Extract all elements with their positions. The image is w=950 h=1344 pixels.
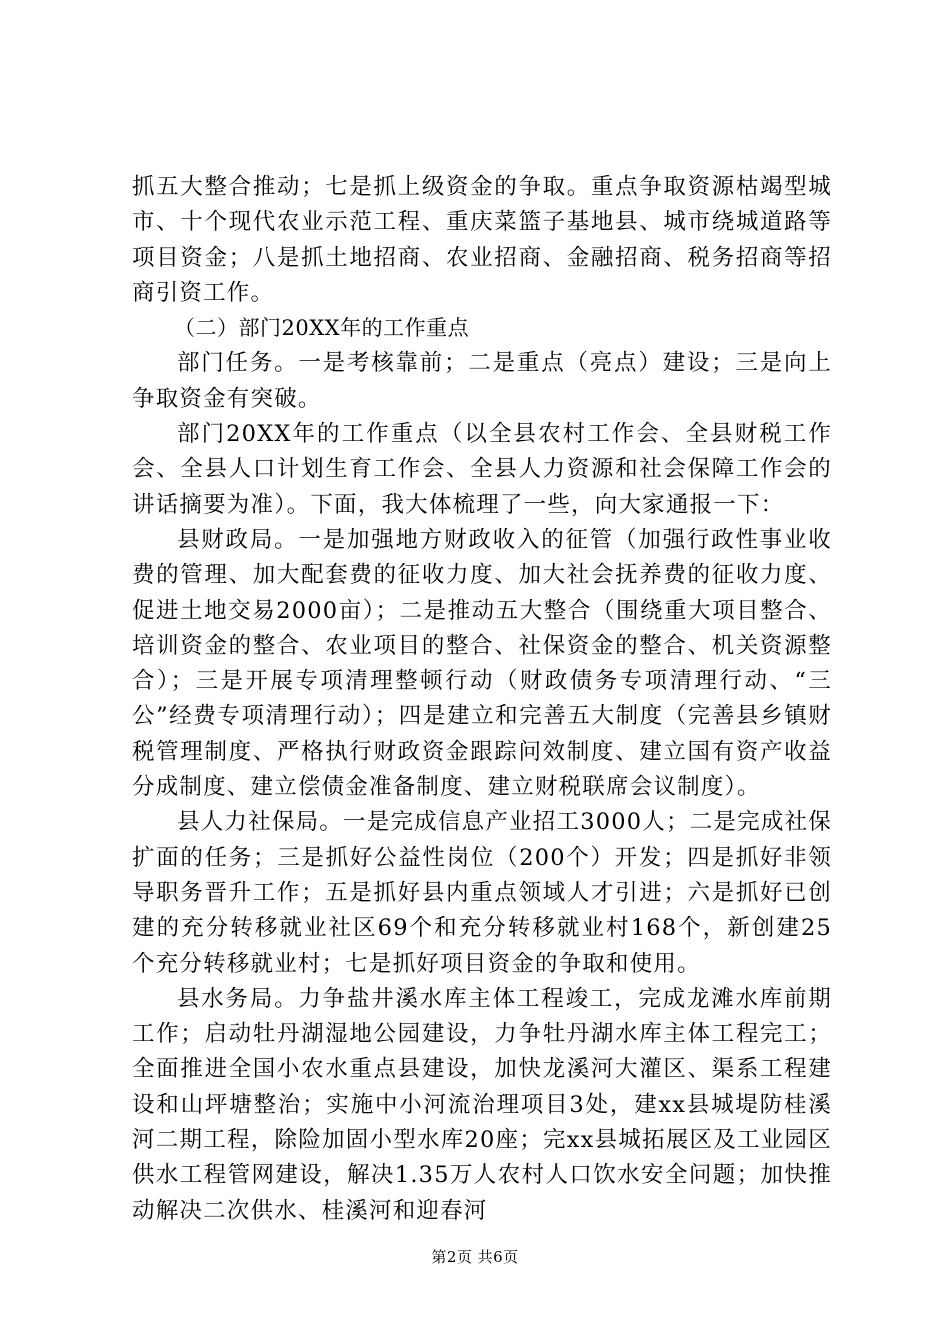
section-heading: （二）部门20XX年的工作重点 (174, 316, 470, 341)
paragraph-water-affairs: 县水务局。力争盐井溪水库主体工程竣工，完成龙滩水库前期工作；启动牡丹湖湿地公园建设，力争牡丹湖水库主体工程完工；全面推进全国小农水重点县建设，加快龙溪河大灌区、渠系工程建设和山坪塘整治；实施中小河流治理项目3处，建xx县城堤防桂溪河二期工程，除险加固小型水库20座；完xx县城拓展区及工业园区供水工程管网建设，解决1.35万人农村人口饮水安全问题；加快推动解决二次供水、桂溪河和迎春河 (132, 985, 832, 1224)
paragraph-department-tasks: 部门任务。一是考核靠前；二是重点（亮点）建设；三是向上争取资金有突破。 (132, 350, 832, 412)
paragraph-hr-social-security: 县人力社保局。一是完成信息产业招工3000人；二是完成社保扩面的任务；三是抓好公益性岗位（200个）开发；四是抓好非领导职务晋升工作；五是抓好县内重点领域人才引进；六是抓好已创建的充分转移就业社区69个和充分转移就业村168个，新创建25个充分转移就业村；七是抓好项目资金的争取和使用。 (132, 809, 832, 977)
paragraph-department-focus: 部门20XX年的工作重点（以全县农村工作会、全县财税工作会、全县人口计划生育工作会、全县人力资源和社会保障工作会的讲话摘要为准）。下面，我大体梳理了一些，向大家通报一下： (132, 421, 832, 518)
page-number-footer: 第2页 共6页 (431, 1248, 519, 1266)
document-body (132, 170, 832, 1229)
paragraph-finance-bureau: 县财政局。一是加强地方财政收入的征管（加强行政性事业收费的管理、加大配套费的征收力度、加大社会抚养费的征收力度、促进土地交易2000亩）；二是推动五大整合（围绕重大项目整合、培训资金的整合、农业项目的整合、社保资金的整合、机关资源整合）；三是开展专项清理整顿行动（财政债务专项清理行动、“三公”经费专项清理行动）；四是建立和完善五大制度（完善县乡镇财税管理制度、严格执行财政资金跟踪问效制度、建立国有资产收益分成制度、建立偿债金准备制度、建立财税联席会议制度）。 (132, 526, 832, 801)
paragraph-continuation: 抓五大整合推动；七是抓上级资金的争取。重点争取资源枯竭型城市、十个现代农业示范工程、重庆菜篮子基地县、城市绕城道路等项目资金；八是抓土地招商、农业招商、金融招商、税务招商等招商引资工作。 (132, 174, 832, 306)
